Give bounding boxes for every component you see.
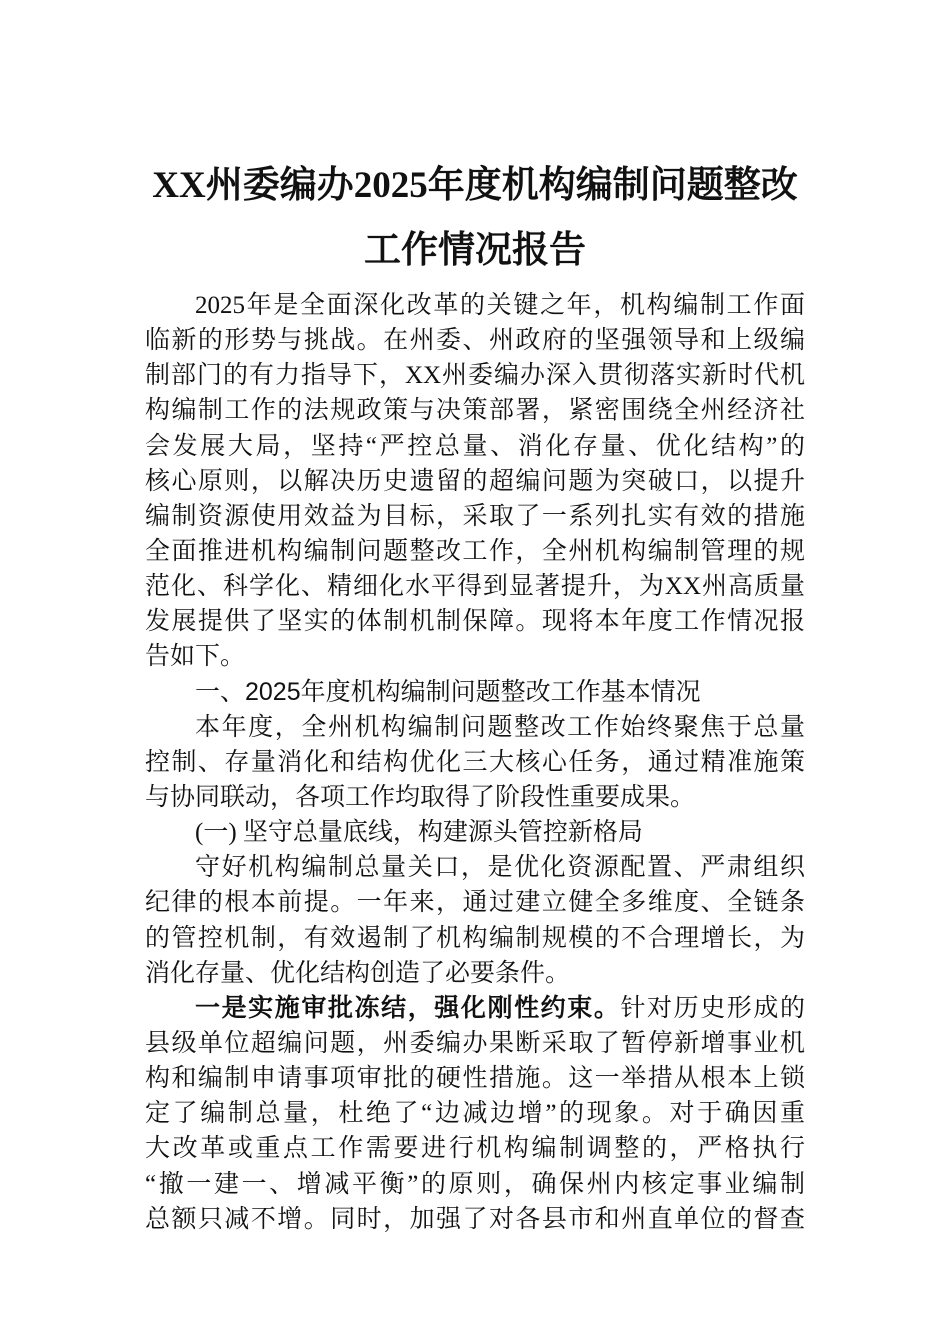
text-line: 构编制工作的法规政策与决策部署，紧密围绕全州经济社 xyxy=(145,397,805,425)
text-line: 全面推进机构编制问题整改工作，全州机构编制管理的规 xyxy=(145,537,805,565)
document-title-line-1: XX州委编办2025年度机构编制问题整改 xyxy=(152,165,798,206)
text-line: 大改革或重点工作需要进行机构编制调整的，严格执行 xyxy=(145,1135,805,1163)
text-line: 控制、存量消化和结构优化三大核心任务，通过精准施策 xyxy=(145,748,805,776)
text-line: 与协同联动，各项工作均取得了阶段性重要成果。 xyxy=(145,783,696,811)
subsection-heading: (一) 坚守总量底线，构建源头管控新格局 xyxy=(195,819,643,847)
text-line: 构和编制申请事项审批的硬性措施。这一举措从根本上锁 xyxy=(145,1065,805,1093)
text-line: 告如下。 xyxy=(145,643,246,671)
text-line: 制部门的有力指导下，XX州委编办深入贯彻落实新时代机 xyxy=(145,362,805,390)
text-line: 纪律的根本前提。一年来，通过建立健全多维度、全链条 xyxy=(145,889,805,917)
text-line: 临新的形势与挑战。在州委、州政府的坚强领导和上级编 xyxy=(145,327,805,355)
text-line: 核心原则，以解决历史遗留的超编问题为突破口，以提升 xyxy=(145,467,805,495)
text-line: 编制资源使用效益为目标，采取了一系列扎实有效的措施 xyxy=(145,502,805,530)
subsection-intro-paragraph xyxy=(145,850,805,991)
text-line: 的管控机制，有效遏制了机构编制规模的不合理增长，为 xyxy=(145,924,805,952)
text-line: 定了编制总量，杜绝了“边减边增”的现象。对于确因重 xyxy=(145,1100,805,1128)
text-line: 县级单位超编问题，州委编办果断采取了暂停新增事业机 xyxy=(145,1029,805,1057)
text-line: 范化、科学化、精细化水平得到显著提升，为XX州高质量 xyxy=(145,573,805,601)
section-heading: 一、2025年度机构编制问题整改工作基本情况 xyxy=(195,677,701,706)
text-line: 消化存量、优化结构创造了必要条件。 xyxy=(145,959,571,987)
document-body xyxy=(145,288,805,1237)
point-lead: 一是实施审批冻结，强化刚性约束。 xyxy=(195,994,621,1022)
intro-paragraph xyxy=(145,288,805,675)
point-text: 针对历史形成的 xyxy=(620,994,805,1022)
text-line: 本年度，全州机构编制问题整改工作始终聚焦于总量 xyxy=(195,713,805,741)
text-line: 2025年是全面深化改革的关键之年，机构编制工作面 xyxy=(195,292,805,319)
text-line: 发展提供了坚实的体制机制保障。现将本年度工作情况报 xyxy=(145,608,805,636)
text-line: “撤一建一、增减平衡”的原则，确保州内核定事业编制 xyxy=(145,1170,805,1198)
document-title-line-2: 工作情况报告 xyxy=(364,230,586,271)
section-intro-paragraph xyxy=(145,710,805,815)
point-paragraph xyxy=(145,991,805,1237)
text-line xyxy=(145,991,805,1026)
text-line: 会发展大局，坚持“严控总量、消化存量、优化结构”的 xyxy=(145,432,805,460)
text-line: 总额只减不增。同时，加强了对各县市和州直单位的督查 xyxy=(145,1205,805,1233)
text-line: 守好机构编制总量关口，是优化资源配置、严肃组织 xyxy=(195,854,805,882)
